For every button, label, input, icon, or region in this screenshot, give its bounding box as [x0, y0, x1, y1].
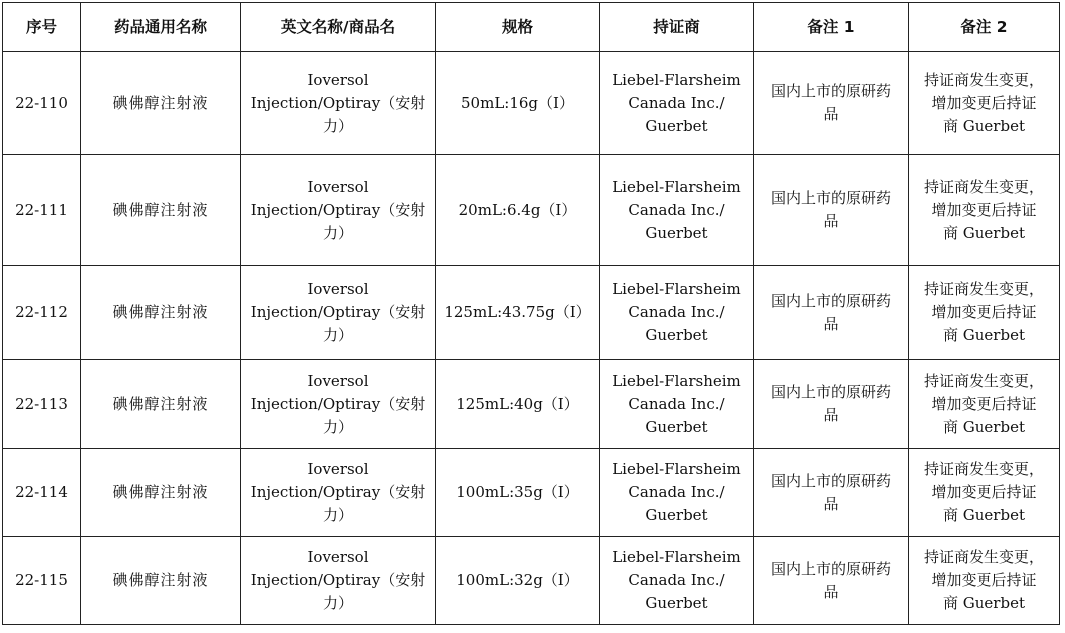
cell-english-name-line: Ioversol: [307, 371, 369, 390]
cell-holder-line: Liebel-Flarsheim: [612, 280, 741, 298]
cell-note2-line: 增加变更后持证: [931, 303, 1037, 321]
cell-english-name-line: 力）: [322, 223, 353, 242]
cell-note1-line: 国内上市的原研药: [770, 189, 891, 207]
cell-note2: [909, 52, 1060, 155]
header-generic-name: 药品通用名称: [81, 3, 241, 52]
cell-english-name-line: 力）: [322, 594, 353, 612]
cell-note2-line: 商 Guerbet: [943, 506, 1025, 524]
cell-seq: 22-111: [3, 155, 81, 266]
cell-holder-line: Canada Inc./: [628, 200, 725, 219]
cell-note1: [754, 449, 909, 537]
cell-note2-line: 商 Guerbet: [943, 594, 1025, 612]
header-note1: 备注 1: [754, 3, 909, 52]
cell-holder-line: Liebel-Flarsheim: [612, 548, 741, 566]
cell-holder: [600, 266, 754, 360]
cell-holder-line: Canada Inc./: [628, 394, 725, 413]
cell-holder: [600, 155, 754, 266]
cell-spec: 100mL:32g（I）: [436, 537, 600, 625]
cell-note1-line: 国内上市的原研药: [770, 82, 891, 100]
cell-note2-line: 持证商发生变更，: [923, 371, 1044, 390]
cell-english-name: [241, 537, 436, 625]
cell-note1-line: 品: [823, 406, 839, 424]
cell-note1-line: 品: [823, 494, 839, 513]
cell-note1-line: 国内上市的原研药: [770, 383, 891, 401]
cell-note2: [909, 537, 1060, 625]
cell-note1: [754, 52, 909, 155]
cell-holder: [600, 449, 754, 537]
header-row: [3, 3, 1060, 52]
cell-generic-name: 碘佛醇注射液: [81, 449, 241, 537]
cell-note2-line: 增加变更后持证: [931, 571, 1037, 589]
cell-english-name: [241, 449, 436, 537]
cell-seq: 22-112: [3, 266, 81, 360]
cell-note1-line: 品: [823, 314, 839, 333]
cell-note2-line: 商 Guerbet: [943, 223, 1025, 242]
cell-holder-line: Guerbet: [645, 417, 708, 436]
cell-note1-line: 国内上市的原研药: [770, 291, 891, 310]
cell-english-name-line: 力）: [322, 116, 353, 135]
cell-note2: [909, 449, 1060, 537]
cell-spec: 125mL:43.75g（I）: [436, 266, 600, 360]
cell-holder-line: Guerbet: [645, 594, 708, 612]
table-row: [3, 52, 1060, 155]
cell-note2-line: 增加变更后持证: [931, 200, 1037, 219]
cell-note1-line: 国内上市的原研药: [770, 559, 891, 578]
cell-generic-name: 碘佛醇注射液: [81, 155, 241, 266]
cell-english-name: [241, 155, 436, 266]
cell-holder-line: Liebel-Flarsheim: [612, 460, 741, 478]
table-row: [3, 537, 1060, 625]
cell-spec: 50mL:16g（I）: [436, 52, 600, 155]
cell-english-name-line: Injection/Optiray（安射: [250, 571, 426, 589]
cell-seq: 22-113: [3, 360, 81, 449]
cell-spec: 125mL:40g（I）: [436, 360, 600, 449]
cell-note2: [909, 155, 1060, 266]
cell-english-name-line: 力）: [322, 326, 353, 344]
cell-holder-line: Guerbet: [645, 116, 708, 135]
cell-note2-line: 持证商发生变更，: [923, 460, 1044, 478]
drug-table: [2, 2, 1060, 625]
table-row: [3, 155, 1060, 266]
cell-holder-line: Canada Inc./: [628, 571, 725, 589]
cell-english-name: [241, 266, 436, 360]
cell-holder-line: Canada Inc./: [628, 483, 725, 501]
cell-note1-line: 品: [823, 105, 839, 123]
cell-note2-line: 商 Guerbet: [943, 417, 1025, 436]
cell-holder: [600, 52, 754, 155]
cell-note2-line: 增加变更后持证: [931, 394, 1037, 413]
cell-note1-line: 品: [823, 212, 839, 230]
cell-holder-line: Guerbet: [645, 506, 708, 524]
cell-holder-line: Canada Inc./: [628, 93, 725, 112]
cell-note2-line: 持证商发生变更，: [923, 280, 1044, 298]
cell-note1-line: 国内上市的原研药: [770, 471, 891, 490]
cell-english-name-line: Ioversol: [307, 177, 369, 196]
cell-note1: [754, 360, 909, 449]
cell-note2-line: 商 Guerbet: [943, 326, 1025, 344]
header-spec: 规格: [436, 3, 600, 52]
cell-english-name-line: Ioversol: [307, 460, 369, 478]
cell-holder-line: Liebel-Flarsheim: [612, 177, 741, 196]
cell-english-name-line: 力）: [322, 417, 353, 436]
cell-english-name-line: 力）: [322, 506, 353, 524]
cell-note1: [754, 266, 909, 360]
table-row: [3, 266, 1060, 360]
cell-english-name-line: Ioversol: [307, 70, 369, 89]
cell-holder: [600, 360, 754, 449]
cell-english-name-line: Ioversol: [307, 548, 369, 566]
cell-english-name-line: Injection/Optiray（安射: [250, 483, 426, 501]
cell-generic-name: 碘佛醇注射液: [81, 266, 241, 360]
cell-english-name-line: Injection/Optiray（安射: [250, 93, 426, 112]
cell-english-name-line: Ioversol: [307, 280, 369, 298]
cell-generic-name: 碘佛醇注射液: [81, 52, 241, 155]
header-seq: 序号: [3, 3, 81, 52]
cell-note2-line: 商 Guerbet: [943, 116, 1025, 135]
cell-generic-name: 碘佛醇注射液: [81, 360, 241, 449]
header-english-name: 英文名称/商品名: [241, 3, 436, 52]
cell-note1-line: 品: [823, 582, 839, 601]
cell-english-name: [241, 360, 436, 449]
cell-holder-line: Canada Inc./: [628, 303, 725, 321]
cell-english-name-line: Injection/Optiray（安射: [250, 303, 426, 321]
header-holder: 持证商: [600, 3, 754, 52]
cell-english-name-line: Injection/Optiray（安射: [250, 200, 426, 219]
cell-note2-line: 增加变更后持证: [931, 93, 1037, 112]
cell-note1: [754, 155, 909, 266]
cell-holder: [600, 537, 754, 625]
header-note2: 备注 2: [909, 3, 1060, 52]
cell-english-name-line: Injection/Optiray（安射: [250, 394, 426, 413]
cell-holder-line: Liebel-Flarsheim: [612, 70, 741, 89]
cell-spec: 100mL:35g（I）: [436, 449, 600, 537]
cell-holder-line: Guerbet: [645, 223, 708, 242]
cell-note2-line: 持证商发生变更，: [923, 548, 1044, 566]
table-row: [3, 449, 1060, 537]
cell-generic-name: 碘佛醇注射液: [81, 537, 241, 625]
cell-seq: 22-114: [3, 449, 81, 537]
cell-seq: 22-110: [3, 52, 81, 155]
cell-note2: [909, 266, 1060, 360]
cell-holder-line: Guerbet: [645, 326, 708, 344]
cell-spec: 20mL:6.4g（I）: [436, 155, 600, 266]
table-row: [3, 360, 1060, 449]
cell-note1: [754, 537, 909, 625]
cell-seq: 22-115: [3, 537, 81, 625]
cell-english-name: [241, 52, 436, 155]
cell-holder-line: Liebel-Flarsheim: [612, 371, 741, 390]
cell-note2: [909, 360, 1060, 449]
cell-note2-line: 持证商发生变更，: [923, 70, 1044, 89]
cell-note2-line: 持证商发生变更，: [923, 177, 1044, 196]
cell-note2-line: 增加变更后持证: [931, 483, 1037, 501]
